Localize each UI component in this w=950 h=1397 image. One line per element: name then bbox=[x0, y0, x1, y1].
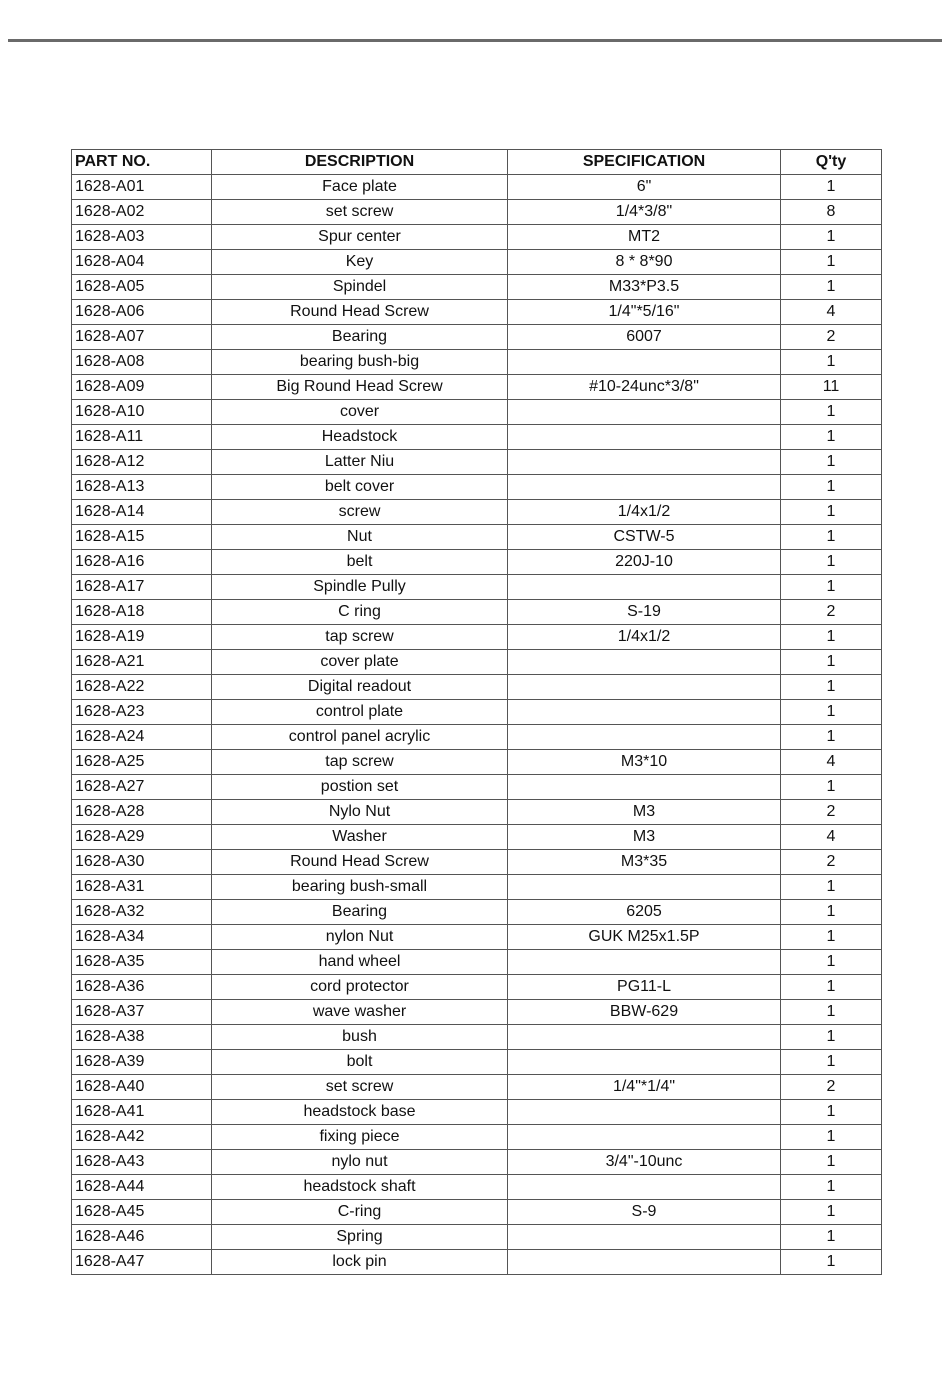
description-cell: Face plate bbox=[212, 175, 508, 200]
quantity-cell: 1 bbox=[781, 1225, 882, 1250]
description-cell: lock pin bbox=[212, 1250, 508, 1275]
part-no-cell: 1628-A13 bbox=[72, 475, 212, 500]
table-row bbox=[72, 625, 882, 650]
table-row bbox=[72, 1175, 882, 1200]
part-no-cell: 1628-A37 bbox=[72, 1000, 212, 1025]
description-cell: headstock base bbox=[212, 1100, 508, 1125]
description-cell: Nylo Nut bbox=[212, 800, 508, 825]
specification-cell bbox=[508, 400, 781, 425]
part-no-cell: 1628-A47 bbox=[72, 1250, 212, 1275]
part-no-cell: 1628-A03 bbox=[72, 225, 212, 250]
quantity-cell: 1 bbox=[781, 875, 882, 900]
quantity-cell: 1 bbox=[781, 1000, 882, 1025]
quantity-cell: 1 bbox=[781, 425, 882, 450]
table-row bbox=[72, 1000, 882, 1025]
parts-table-body bbox=[72, 175, 882, 1275]
part-no-cell: 1628-A41 bbox=[72, 1100, 212, 1125]
specification-cell: #10-24unc*3/8" bbox=[508, 375, 781, 400]
specification-cell bbox=[508, 700, 781, 725]
part-no-cell: 1628-A10 bbox=[72, 400, 212, 425]
quantity-cell: 1 bbox=[781, 1100, 882, 1125]
quantity-cell: 1 bbox=[781, 775, 882, 800]
part-no-cell: 1628-A22 bbox=[72, 675, 212, 700]
description-cell: bolt bbox=[212, 1050, 508, 1075]
specification-cell: CSTW-5 bbox=[508, 525, 781, 550]
part-no-cell: 1628-A12 bbox=[72, 450, 212, 475]
table-row bbox=[72, 775, 882, 800]
description-cell: cover bbox=[212, 400, 508, 425]
part-no-cell: 1628-A27 bbox=[72, 775, 212, 800]
description-cell: Washer bbox=[212, 825, 508, 850]
parts-table bbox=[71, 149, 882, 1275]
part-no-cell: 1628-A46 bbox=[72, 1225, 212, 1250]
description-cell: wave washer bbox=[212, 1000, 508, 1025]
table-row bbox=[72, 375, 882, 400]
table-row bbox=[72, 175, 882, 200]
table-row bbox=[72, 650, 882, 675]
description-cell: fixing piece bbox=[212, 1125, 508, 1150]
part-no-cell: 1628-A14 bbox=[72, 500, 212, 525]
table-row bbox=[72, 1250, 882, 1275]
specification-cell bbox=[508, 350, 781, 375]
part-no-cell: 1628-A06 bbox=[72, 300, 212, 325]
table-row bbox=[72, 1025, 882, 1050]
table-row bbox=[72, 1100, 882, 1125]
part-no-cell: 1628-A29 bbox=[72, 825, 212, 850]
quantity-cell: 1 bbox=[781, 450, 882, 475]
part-no-cell: 1628-A07 bbox=[72, 325, 212, 350]
quantity-cell: 1 bbox=[781, 625, 882, 650]
description-cell: bearing bush-small bbox=[212, 875, 508, 900]
table-row bbox=[72, 300, 882, 325]
quantity-cell: 1 bbox=[781, 550, 882, 575]
part-no-cell: 1628-A18 bbox=[72, 600, 212, 625]
table-row bbox=[72, 225, 882, 250]
specification-cell bbox=[508, 475, 781, 500]
table-row bbox=[72, 450, 882, 475]
quantity-cell: 1 bbox=[781, 725, 882, 750]
part-no-cell: 1628-A08 bbox=[72, 350, 212, 375]
description-cell: screw bbox=[212, 500, 508, 525]
table-row bbox=[72, 700, 882, 725]
table-row bbox=[72, 1150, 882, 1175]
specification-cell: S-9 bbox=[508, 1200, 781, 1225]
table-row bbox=[72, 950, 882, 975]
specification-cell bbox=[508, 1225, 781, 1250]
quantity-cell: 1 bbox=[781, 1125, 882, 1150]
specification-cell bbox=[508, 875, 781, 900]
table-row bbox=[72, 675, 882, 700]
part-no-cell: 1628-A19 bbox=[72, 625, 212, 650]
description-cell: Digital readout bbox=[212, 675, 508, 700]
table-row bbox=[72, 925, 882, 950]
specification-cell: 6205 bbox=[508, 900, 781, 925]
description-cell: Spring bbox=[212, 1225, 508, 1250]
quantity-cell: 2 bbox=[781, 800, 882, 825]
quantity-cell: 1 bbox=[781, 1175, 882, 1200]
specification-cell: 1/4"*1/4" bbox=[508, 1075, 781, 1100]
specification-cell: S-19 bbox=[508, 600, 781, 625]
quantity-cell: 2 bbox=[781, 600, 882, 625]
description-cell: nylon Nut bbox=[212, 925, 508, 950]
quantity-cell: 1 bbox=[781, 650, 882, 675]
description-cell: cord protector bbox=[212, 975, 508, 1000]
header-row bbox=[72, 150, 882, 175]
part-no-cell: 1628-A39 bbox=[72, 1050, 212, 1075]
description-cell: Bearing bbox=[212, 325, 508, 350]
table-row bbox=[72, 325, 882, 350]
specification-cell: MT2 bbox=[508, 225, 781, 250]
description-cell: cover plate bbox=[212, 650, 508, 675]
specification-cell: 6" bbox=[508, 175, 781, 200]
part-no-cell: 1628-A45 bbox=[72, 1200, 212, 1225]
quantity-cell: 1 bbox=[781, 1050, 882, 1075]
table-row bbox=[72, 400, 882, 425]
description-cell: Round Head Screw bbox=[212, 300, 508, 325]
part-no-cell: 1628-A30 bbox=[72, 850, 212, 875]
part-no-cell: 1628-A42 bbox=[72, 1125, 212, 1150]
description-cell: postion set bbox=[212, 775, 508, 800]
quantity-cell: 1 bbox=[781, 350, 882, 375]
description-cell: belt cover bbox=[212, 475, 508, 500]
quantity-cell: 1 bbox=[781, 275, 882, 300]
description-cell: Latter Niu bbox=[212, 450, 508, 475]
part-no-cell: 1628-A24 bbox=[72, 725, 212, 750]
specification-cell: 1/4x1/2 bbox=[508, 500, 781, 525]
description-cell: tap screw bbox=[212, 625, 508, 650]
description-cell: control plate bbox=[212, 700, 508, 725]
quantity-cell: 1 bbox=[781, 675, 882, 700]
table-row bbox=[72, 975, 882, 1000]
description-cell: C ring bbox=[212, 600, 508, 625]
table-row bbox=[72, 825, 882, 850]
part-no-cell: 1628-A21 bbox=[72, 650, 212, 675]
table-row bbox=[72, 750, 882, 775]
quantity-cell: 4 bbox=[781, 825, 882, 850]
description-cell: Key bbox=[212, 250, 508, 275]
part-no-cell: 1628-A04 bbox=[72, 250, 212, 275]
header-part-no: PART NO. bbox=[72, 150, 212, 175]
specification-cell: M3*10 bbox=[508, 750, 781, 775]
specification-cell: 220J-10 bbox=[508, 550, 781, 575]
table-row bbox=[72, 875, 882, 900]
table-row bbox=[72, 600, 882, 625]
part-no-cell: 1628-A17 bbox=[72, 575, 212, 600]
table-row bbox=[72, 550, 882, 575]
table-row bbox=[72, 800, 882, 825]
specification-cell bbox=[508, 775, 781, 800]
part-no-cell: 1628-A43 bbox=[72, 1150, 212, 1175]
table-row bbox=[72, 350, 882, 375]
part-no-cell: 1628-A15 bbox=[72, 525, 212, 550]
table-row bbox=[72, 425, 882, 450]
table-row bbox=[72, 525, 882, 550]
quantity-cell: 1 bbox=[781, 950, 882, 975]
part-no-cell: 1628-A11 bbox=[72, 425, 212, 450]
description-cell: tap screw bbox=[212, 750, 508, 775]
header-quantity: Q'ty bbox=[781, 150, 882, 175]
quantity-cell: 1 bbox=[781, 575, 882, 600]
specification-cell: M3 bbox=[508, 825, 781, 850]
part-no-cell: 1628-A28 bbox=[72, 800, 212, 825]
quantity-cell: 1 bbox=[781, 175, 882, 200]
specification-cell: 1/4"*5/16" bbox=[508, 300, 781, 325]
header-specification: SPECIFICATION bbox=[508, 150, 781, 175]
specification-cell: M3*35 bbox=[508, 850, 781, 875]
table-row bbox=[72, 1125, 882, 1150]
specification-cell: 6007 bbox=[508, 325, 781, 350]
part-no-cell: 1628-A38 bbox=[72, 1025, 212, 1050]
specification-cell: 1/4*3/8" bbox=[508, 200, 781, 225]
specification-cell: BBW-629 bbox=[508, 1000, 781, 1025]
table-row bbox=[72, 725, 882, 750]
quantity-cell: 1 bbox=[781, 500, 882, 525]
description-cell: bush bbox=[212, 1025, 508, 1050]
parts-table-header bbox=[72, 150, 882, 175]
quantity-cell: 1 bbox=[781, 900, 882, 925]
header-description: DESCRIPTION bbox=[212, 150, 508, 175]
description-cell: nylo nut bbox=[212, 1150, 508, 1175]
part-no-cell: 1628-A23 bbox=[72, 700, 212, 725]
specification-cell bbox=[508, 1175, 781, 1200]
specification-cell: M33*P3.5 bbox=[508, 275, 781, 300]
table-row bbox=[72, 1050, 882, 1075]
part-no-cell: 1628-A16 bbox=[72, 550, 212, 575]
quantity-cell: 2 bbox=[781, 850, 882, 875]
table-row bbox=[72, 850, 882, 875]
quantity-cell: 1 bbox=[781, 475, 882, 500]
specification-cell: 1/4x1/2 bbox=[508, 625, 781, 650]
quantity-cell: 1 bbox=[781, 700, 882, 725]
part-no-cell: 1628-A01 bbox=[72, 175, 212, 200]
specification-cell bbox=[508, 1100, 781, 1125]
quantity-cell: 2 bbox=[781, 325, 882, 350]
part-no-cell: 1628-A25 bbox=[72, 750, 212, 775]
table-row bbox=[72, 275, 882, 300]
quantity-cell: 1 bbox=[781, 525, 882, 550]
part-no-cell: 1628-A36 bbox=[72, 975, 212, 1000]
description-cell: set screw bbox=[212, 200, 508, 225]
quantity-cell: 1 bbox=[781, 1150, 882, 1175]
specification-cell bbox=[508, 1125, 781, 1150]
part-no-cell: 1628-A40 bbox=[72, 1075, 212, 1100]
table-row bbox=[72, 250, 882, 275]
description-cell: Spur center bbox=[212, 225, 508, 250]
description-cell: belt bbox=[212, 550, 508, 575]
description-cell: bearing bush-big bbox=[212, 350, 508, 375]
quantity-cell: 1 bbox=[781, 1025, 882, 1050]
quantity-cell: 2 bbox=[781, 1075, 882, 1100]
part-no-cell: 1628-A44 bbox=[72, 1175, 212, 1200]
table-row bbox=[72, 1200, 882, 1225]
specification-cell bbox=[508, 575, 781, 600]
part-no-cell: 1628-A34 bbox=[72, 925, 212, 950]
description-cell: control panel acrylic bbox=[212, 725, 508, 750]
table-row bbox=[72, 200, 882, 225]
part-no-cell: 1628-A35 bbox=[72, 950, 212, 975]
specification-cell bbox=[508, 1050, 781, 1075]
description-cell: Round Head Screw bbox=[212, 850, 508, 875]
quantity-cell: 1 bbox=[781, 975, 882, 1000]
quantity-cell: 11 bbox=[781, 375, 882, 400]
description-cell: set screw bbox=[212, 1075, 508, 1100]
table-row bbox=[72, 475, 882, 500]
quantity-cell: 1 bbox=[781, 400, 882, 425]
specification-cell bbox=[508, 425, 781, 450]
quantity-cell: 1 bbox=[781, 225, 882, 250]
quantity-cell: 4 bbox=[781, 300, 882, 325]
specification-cell bbox=[508, 1025, 781, 1050]
description-cell: C-ring bbox=[212, 1200, 508, 1225]
quantity-cell: 8 bbox=[781, 200, 882, 225]
part-no-cell: 1628-A05 bbox=[72, 275, 212, 300]
table-row bbox=[72, 575, 882, 600]
quantity-cell: 1 bbox=[781, 250, 882, 275]
specification-cell bbox=[508, 725, 781, 750]
quantity-cell: 1 bbox=[781, 1200, 882, 1225]
description-cell: Big Round Head Screw bbox=[212, 375, 508, 400]
specification-cell bbox=[508, 450, 781, 475]
part-no-cell: 1628-A31 bbox=[72, 875, 212, 900]
specification-cell: 3/4"-10unc bbox=[508, 1150, 781, 1175]
top-divider bbox=[8, 39, 942, 42]
table-row bbox=[72, 500, 882, 525]
quantity-cell: 1 bbox=[781, 925, 882, 950]
table-row bbox=[72, 1075, 882, 1100]
part-no-cell: 1628-A32 bbox=[72, 900, 212, 925]
description-cell: Spindel bbox=[212, 275, 508, 300]
specification-cell bbox=[508, 1250, 781, 1275]
quantity-cell: 1 bbox=[781, 1250, 882, 1275]
specification-cell: GUK M25x1.5P bbox=[508, 925, 781, 950]
description-cell: headstock shaft bbox=[212, 1175, 508, 1200]
specification-cell: 8 * 8*90 bbox=[508, 250, 781, 275]
description-cell: Bearing bbox=[212, 900, 508, 925]
description-cell: hand wheel bbox=[212, 950, 508, 975]
quantity-cell: 4 bbox=[781, 750, 882, 775]
specification-cell bbox=[508, 950, 781, 975]
description-cell: Nut bbox=[212, 525, 508, 550]
description-cell: Spindle Pully bbox=[212, 575, 508, 600]
table-row bbox=[72, 1225, 882, 1250]
specification-cell bbox=[508, 650, 781, 675]
specification-cell: PG11-L bbox=[508, 975, 781, 1000]
table-row bbox=[72, 900, 882, 925]
part-no-cell: 1628-A09 bbox=[72, 375, 212, 400]
part-no-cell: 1628-A02 bbox=[72, 200, 212, 225]
specification-cell: M3 bbox=[508, 800, 781, 825]
description-cell: Headstock bbox=[212, 425, 508, 450]
specification-cell bbox=[508, 675, 781, 700]
